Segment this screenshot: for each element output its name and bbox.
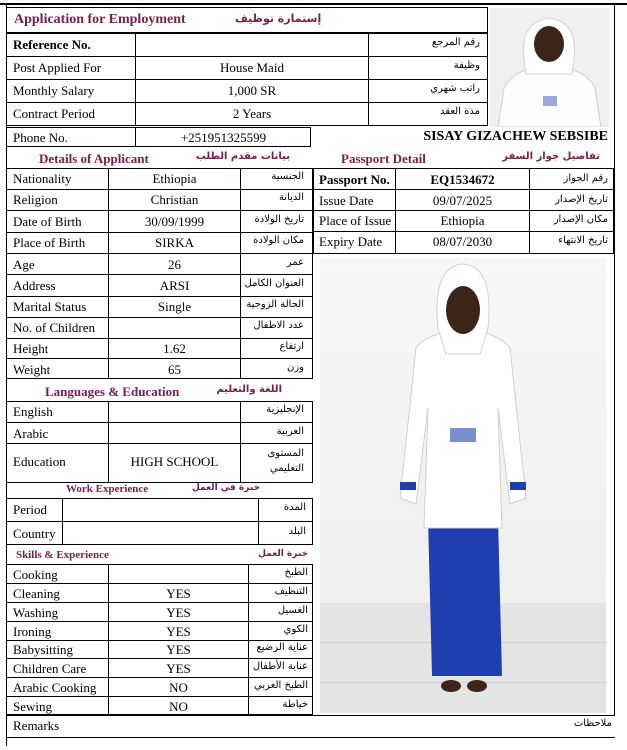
row-divider: [6, 102, 488, 103]
nationality-label: Nationality: [13, 171, 72, 186]
english-label-ar: الإنجليزية: [266, 404, 304, 415]
arabic-cooking-label: Arabic Cooking: [13, 680, 97, 695]
row-divider: [6, 358, 313, 359]
row-divider: [6, 696, 313, 697]
education-value: HIGH SCHOOL: [130, 454, 219, 469]
place-of-issue-value: Ethiopia: [440, 213, 485, 228]
col-divider: [108, 401, 109, 483]
children-care-label-ar: عناية الأطفال: [252, 661, 308, 672]
candidate-name: SISAY GIZACHEW SEBSIBE: [423, 129, 608, 144]
row-divider: [6, 274, 313, 275]
arabic-label-ar: العربية: [276, 426, 304, 437]
row-divider: [6, 602, 313, 603]
country-label: Country: [13, 526, 56, 541]
passport-no-value: EQ1534672: [430, 172, 495, 187]
contract-value: 2 Years: [232, 106, 272, 121]
pob-label: Place of Birth: [13, 235, 86, 250]
address-label-ar: العنوان الكامل: [244, 278, 304, 289]
col-divider: [368, 33, 369, 126]
babysitting-value: YES: [166, 642, 191, 657]
age-label-ar: عمر: [286, 257, 304, 268]
pob-label-ar: مكان الولادة: [253, 235, 304, 246]
row-divider: [6, 640, 313, 641]
row-divider: [6, 621, 313, 622]
english-label: English: [13, 404, 53, 419]
row-divider: [6, 422, 313, 423]
nationality-value: Ethiopia: [152, 171, 197, 186]
row-divider: [6, 521, 313, 522]
weight-value: 65: [168, 362, 181, 377]
dob-label: Date of Birth: [13, 214, 82, 229]
row-divider: [6, 253, 313, 254]
row-divider: [6, 56, 488, 57]
row-divider: [6, 677, 313, 678]
religion-value: Christian: [150, 192, 199, 207]
row-divider: [6, 210, 313, 211]
form-title: Application for Employment: [14, 12, 186, 27]
height-label: Height: [13, 341, 49, 356]
cooking-label-ar: الطبخ: [284, 567, 308, 578]
phone-label: Phone No.: [13, 130, 68, 145]
languages-heading-ar: اللغة والتعليم: [216, 384, 282, 395]
work-heading: Work Experience: [66, 483, 149, 495]
remarks-top-line: [6, 715, 615, 716]
issue-date-label-ar: تاريخ الإصدار: [555, 194, 608, 205]
arabic-cooking-value: NO: [169, 680, 188, 695]
education-label-ar: المستوى التعليمي: [267, 448, 304, 474]
period-label: Period: [13, 502, 47, 517]
top-border: [0, 3, 627, 5]
pob-value: SIRKA: [154, 235, 194, 250]
sewing-value: NO: [169, 699, 188, 714]
arabic-label: Arabic: [13, 426, 49, 441]
religion-label-ar: الديانة: [278, 192, 304, 203]
bottom-border: [6, 737, 615, 738]
ironing-label-ar: الكوي: [283, 624, 308, 635]
details-heading: Details of Applicant: [39, 151, 149, 166]
remarks-label: Remarks: [13, 718, 60, 733]
children-care-label: Children Care: [13, 661, 87, 676]
row-divider: [313, 210, 614, 211]
expiry-date-label: Expiry Date: [319, 234, 383, 249]
full-body-photo: [320, 258, 606, 713]
skills-heading: Skills & Experience: [16, 549, 109, 561]
row-divider: [313, 189, 614, 190]
country-label-ar: البلد: [288, 526, 306, 537]
issue-date-label: Issue Date: [319, 193, 374, 208]
post-value: House Maid: [220, 60, 284, 75]
row-divider: [6, 189, 313, 190]
weight-label: Weight: [13, 362, 51, 377]
passport-no-label-ar: رقم الجواز: [563, 173, 608, 184]
row-divider: [6, 317, 313, 318]
passport-no-label: Passport No.: [319, 172, 390, 187]
washing-label-ar: الغسيل: [277, 605, 308, 616]
education-label: Education: [13, 454, 66, 469]
post-label-ar: وظيفة: [453, 60, 480, 71]
reference-label: Reference No.: [13, 37, 91, 52]
row-divider: [6, 232, 313, 233]
sewing-label-ar: خياطة: [282, 699, 308, 710]
form-title-ar: إستمارة توظيف: [235, 12, 322, 25]
post-label: Post Applied For: [13, 60, 102, 75]
address-label: Address: [13, 278, 56, 293]
children-label: No. of Children: [13, 320, 95, 335]
children-label-ar: عدد الاطفال: [253, 320, 304, 331]
height-value: 1.62: [163, 341, 186, 356]
row-divider: [6, 583, 313, 584]
passport-heading-ar: تفاصيل جواز السفر: [502, 151, 600, 162]
nationality-label-ar: الجنسية: [271, 171, 304, 182]
cooking-label: Cooking: [13, 567, 58, 582]
row-divider: [6, 296, 313, 297]
marital-value: Single: [157, 299, 192, 314]
phone-value: +251951325599: [180, 130, 267, 145]
salary-value: 1,000 SR: [227, 83, 277, 98]
row-divider: [6, 79, 488, 80]
weight-label-ar: وزن: [286, 362, 304, 373]
dob-label-ar: تاريخ الولادة: [254, 214, 304, 225]
skills-heading-ar: خبرة العمل: [258, 549, 308, 559]
row-divider: [6, 338, 313, 339]
cleaning-value: YES: [166, 586, 191, 601]
washing-label: Washing: [13, 605, 59, 620]
place-of-issue-label: Place of Issue: [319, 213, 392, 228]
washing-value: YES: [166, 605, 191, 620]
religion-label: Religion: [13, 192, 58, 207]
contract-label-ar: مدة العقد: [440, 106, 480, 117]
children-care-value: YES: [166, 661, 191, 676]
work-heading-ar: خبرة في العمل: [192, 483, 260, 493]
babysitting-label: Babysitting: [13, 642, 73, 657]
remarks-label-ar: ملاحظات: [573, 718, 612, 729]
row-divider: [6, 443, 313, 444]
salary-label: Monthly Salary: [13, 83, 95, 98]
cleaning-label: Cleaning: [13, 586, 60, 601]
portrait-image: [490, 8, 609, 127]
babysitting-label-ar: عناية الرضيع: [256, 642, 308, 653]
age-label: Age: [13, 257, 35, 272]
cleaning-label-ar: التنظيف: [274, 586, 308, 597]
contract-label: Contract Period: [13, 106, 95, 121]
full-body-figure: [320, 258, 606, 713]
expiry-date-value: 08/07/2030: [432, 234, 493, 249]
sewing-label: Sewing: [13, 699, 52, 714]
reference-label-ar: رقم المرجع: [431, 37, 480, 48]
portrait-photo: [490, 8, 609, 127]
place-of-issue-label-ar: مكان الإصدار: [553, 214, 608, 225]
col-divider: [258, 498, 259, 545]
col-divider: [529, 168, 530, 254]
row-divider: [6, 658, 313, 659]
age-value: 26: [168, 257, 181, 272]
marital-label: Marital Status: [13, 299, 87, 314]
right-border: [614, 5, 615, 715]
languages-heading: Languages & Education: [45, 384, 180, 399]
details-heading-ar: بيانات مقدم الطلب: [195, 151, 290, 162]
address-value: ARSI: [159, 278, 190, 293]
col-divider: [240, 401, 241, 483]
row-divider: [313, 231, 614, 232]
ironing-value: YES: [166, 624, 191, 639]
expiry-date-label-ar: تاريخ الانتهاء: [558, 235, 608, 246]
passport-heading: Passport Detail: [341, 151, 426, 166]
arabic-cooking-label-ar: الطبخ العربي: [254, 680, 308, 691]
ironing-label: Ironing: [13, 624, 52, 639]
period-label-ar: المدة: [283, 502, 306, 513]
col-divider: [62, 498, 63, 545]
height-label-ar: ارتفاع: [279, 341, 304, 352]
dob-value: 30/09/1999: [144, 214, 205, 229]
salary-label-ar: راتب شهري: [430, 83, 480, 94]
issue-date-value: 09/07/2025: [432, 193, 493, 208]
marital-label-ar: الحالة الزوجية: [246, 299, 304, 310]
